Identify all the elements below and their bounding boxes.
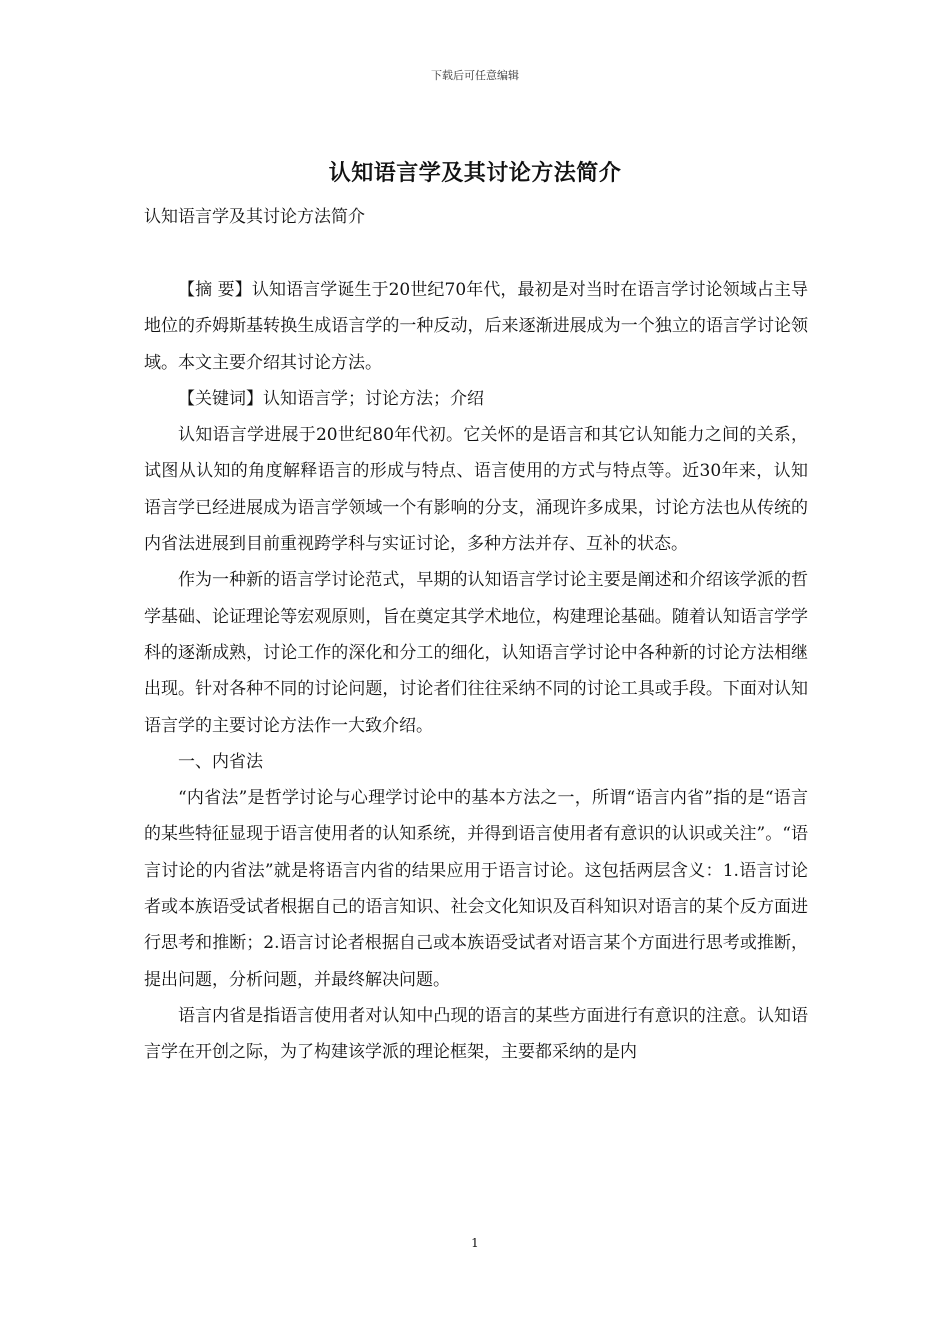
document-subtitle: 认知语言学及其讨论方法简介 [144, 207, 365, 227]
document-body [144, 272, 808, 1071]
section-heading: 一、内省法 [178, 751, 263, 772]
page-number: 1 [471, 1236, 479, 1250]
abstract-paragraph: 【摘 要】认知语言学诞生于20世纪70年代，最初是对当时在语言学讨论领域占主导地位的乔姆斯基转换生成语言学的一种反动，后来逐渐进展成为一个独立的语言学讨论领域。本文主要介绍其讨论方法。 [144, 280, 808, 373]
document-title: 认知语言学及其讨论方法简介 [328, 160, 622, 186]
body-paragraph: 作为一种新的语言学讨论范式，早期的认知语言学讨论主要是阐述和介绍该学派的哲学基础、论证理论等宏观原则，旨在奠定其学术地位，构建理论基础。随着认知语言学学科的逐渐成熟，讨论工作的深化和分工的细化，认知语言学讨论中各种新的讨论方法相继出现。针对各种不同的讨论问题，讨论者们往往采纳不同的讨论工具或手段。下面对认知语言学的主要讨论方法作一大致介绍。 [144, 570, 808, 736]
keywords-paragraph: 【关键词】认知语言学；讨论方法；介绍 [178, 388, 484, 409]
header-note: 下载后可任意编辑 [431, 69, 519, 82]
body-paragraph: 认知语言学进展于20世纪80年代初。它关怀的是语言和其它认知能力之间的关系，试图从认知的角度解释语言的形成与特点、语言使用的方式与特点等。近30年来，认知语言学已经进展成为语言学领域一个有影响的分支，涌现许多成果，讨论方法也从传统的内省法进展到目前重视跨学科与实证讨论，多种方法并存、互补的状态。 [144, 425, 808, 555]
body-paragraph: 语言内省是指语言使用者对认知中凸现的语言的某些方面进行有意识的注意。认知语言学在开创之际，为了构建该学派的理论框架，主要都采纳的是内 [144, 1005, 808, 1063]
body-paragraph: “内省法”是哲学讨论与心理学讨论中的基本方法之一，所谓“语言内省”指的是“语言的某些特征显现于语言使用者的认知系统，并得到语言使用者有意识的认识或关注”。“语言讨论的内省法”就是将语言内省的结果应用于语言讨论。这包括两层含义：1.语言讨论者或本族语受试者根据自己的语言知识、社会文化知识及百科知识对语言的某个反方面进行思考和推断；2.语言讨论者根据自己或本族语受试者对语言某个方面进行思考或推断，提出问题，分析问题，并最终解决问题。 [144, 788, 808, 990]
